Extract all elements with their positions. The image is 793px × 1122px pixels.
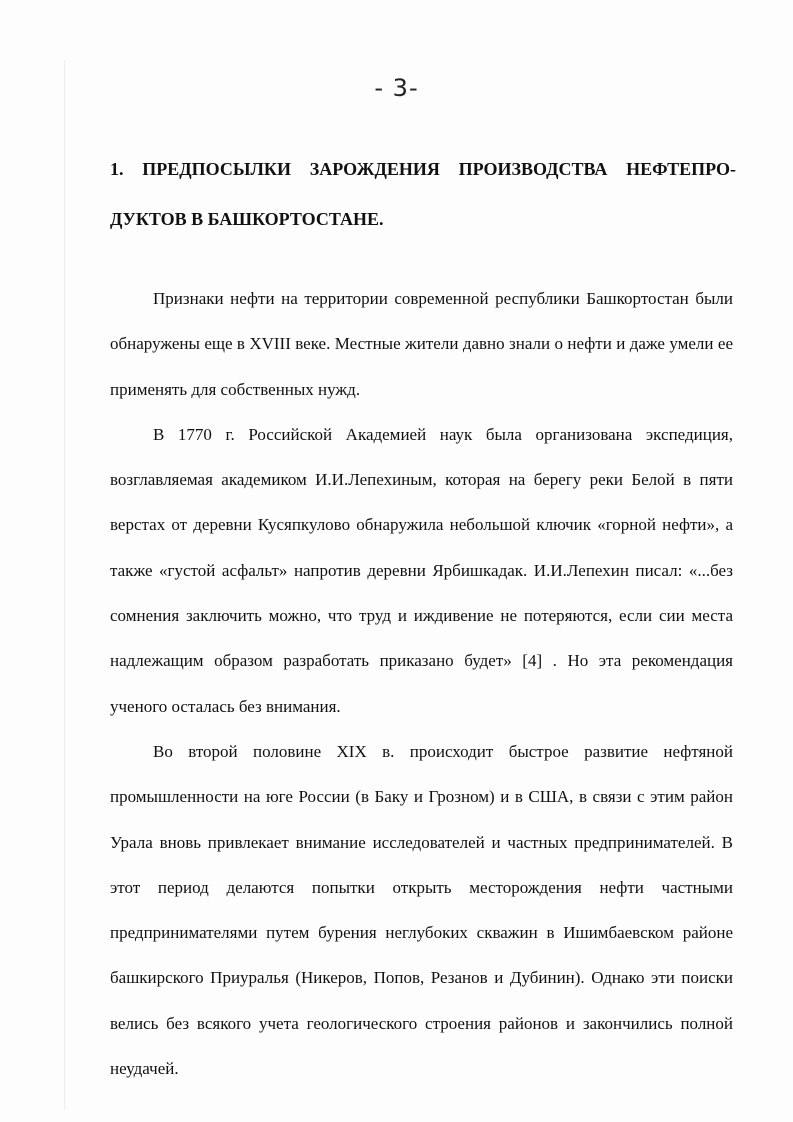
section-heading-line-1: 1. ПРЕДПОСЫЛКИ ЗАРОЖДЕНИЯ ПРОИЗВОДСТВА НЕФТЕПРО- [110,159,736,179]
section-heading-line-2: ДУКТОВ В БАШКОРТОСТАНЕ. [110,209,384,229]
page-edge-shadow [64,60,65,1110]
section-heading [110,144,736,244]
paragraph-1: Признаки нефти на территории современной республики Башкортостан были обнаружены еще в XVIII веке. Местные жители давно знали о нефти и даже умели ее применять для собственных нужд. [110,289,733,399]
paragraph-2: В 1770 г. Российской Академией наук была организована экспедиция, возглавляемая академиком И.И.Лепехиным, которая на берегу реки Белой в пяти верстах от деревни Кусяпкулово обнаружила небольшой ключик «горной нефти», а также «густой асфальт» напротив деревни Ярбишкадак. И.И.Лепехин писал: «...без сомнения заключить можно, что труд и иждивение не потеряются, если сии места надлежащим образом разработать приказано будет» [4] . Но эта рекомендация ученого осталась без внимания. [110,424,733,716]
paragraph-3: Во второй половине XIX в. происходит быстрое развитие нефтяной промышленности на юге России (в Баку и Грозном) и в США, в связи с этим район Урала вновь привлекает внимание исследователей и частных предпринимателей. В этот период делаются попытки открыть месторождения нефти частными предпринимателями путем бурения неглубоких скважин в Ишимбаевском районе башкирского Приуралья (Никеров, Попов, Резанов и Дубинин). Однако эти поиски велись без всякого учета геологического строения районов и закончились полной неудачей. [110,741,733,1079]
body-text [110,276,733,1091]
page-number: - 3- [374,74,419,102]
